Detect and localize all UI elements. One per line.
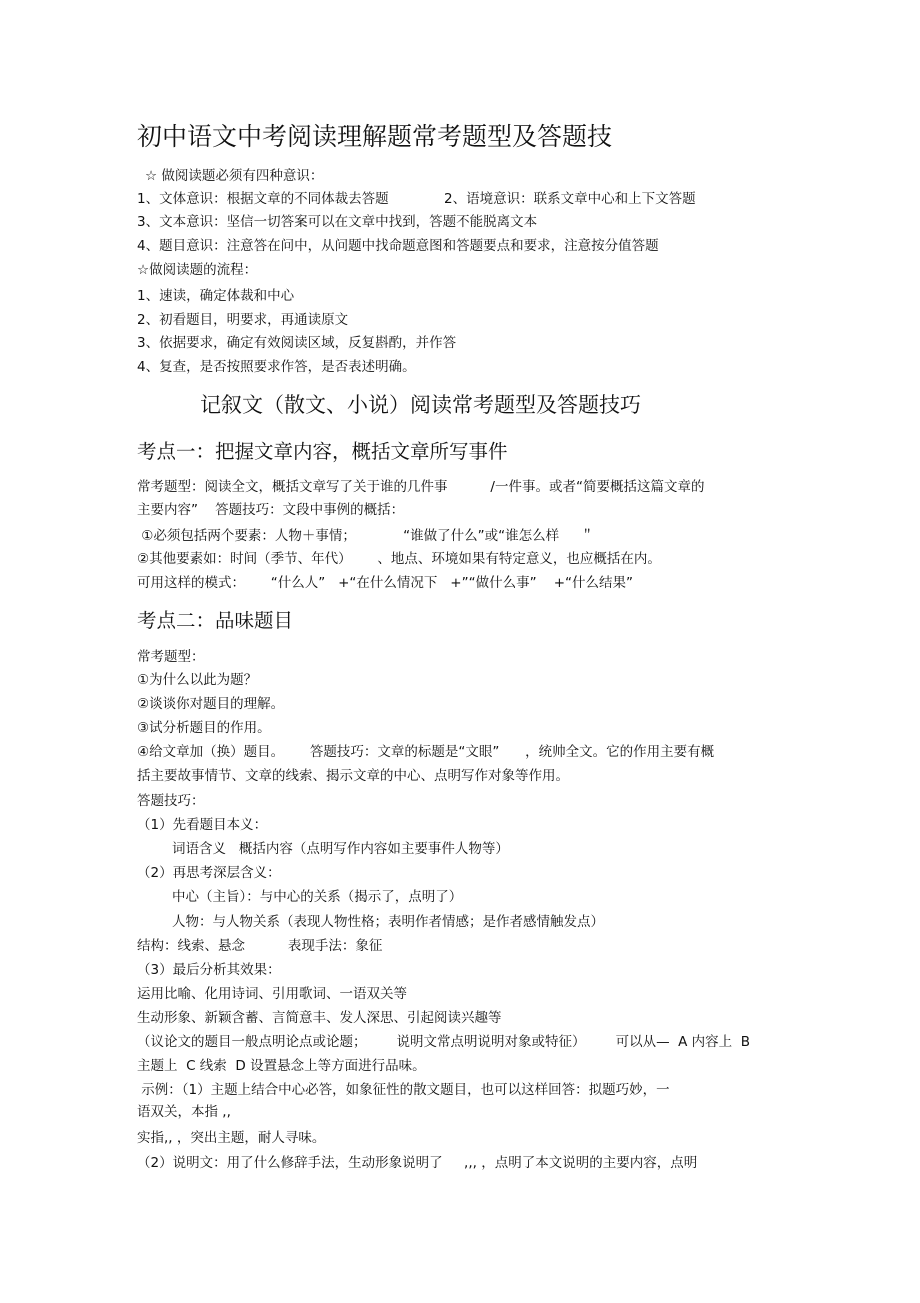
point2-line: （2）再思考深层含义： xyxy=(137,865,281,881)
point2-line: 人物：与人物关系（表现人物性格；表明作者情感；是作者感情触发点） xyxy=(172,914,604,930)
awareness-heading: ☆ 做阅读题必须有四种意识： xyxy=(145,168,324,184)
process-item: 2、初看题目，明要求，再通读原文 xyxy=(137,312,349,328)
point2-line: 答题技巧： xyxy=(137,793,205,809)
point1-heading: 考点一：把握文章内容，概括文章所写事件 xyxy=(137,440,508,463)
point2-heading: 考点二：品味题目 xyxy=(137,609,294,632)
point2-line: ②谈谈你对题目的理解。 xyxy=(137,696,285,712)
point1-line: ②其他要素如：时间（季节、年代） 、地点、环境如果有特定意义，也应概括在内。 xyxy=(137,551,661,567)
point2-line: ①为什么以此为题？ xyxy=(137,672,258,688)
point2-line: （1）先看题目本义： xyxy=(137,817,268,833)
point2-line: 词语含义 概括内容（点明写作内容如主要事件人物等） xyxy=(172,841,509,857)
point2-line: 括主要故事情节、文章的线索、揭示文章的中心、点明写作对象等作用。 xyxy=(137,768,569,784)
awareness-item: 3、文本意识：坚信一切答案可以在文章中找到，答题不能脱离文本 xyxy=(137,214,538,230)
point2-line: 语双关，本指 ,, xyxy=(137,1104,231,1120)
point2-line: 生动形象、新颖含蓄、言简意丰、发人深思、引起阅读兴趣等 xyxy=(137,1010,502,1026)
section-heading: 记叙文（散文、小说）阅读常考题型及答题技巧 xyxy=(200,393,641,417)
point1-line: 可用这样的模式： “什么人” +“在什么情况下 +”“做什么事” +“什么结果” xyxy=(137,575,634,591)
process-item: 3、依据要求，确定有效阅读区域，反复斟酌，并作答 xyxy=(137,335,457,351)
point2-line: （3）最后分析其效果： xyxy=(137,962,281,978)
process-heading: ☆做阅读题的流程： xyxy=(137,262,258,278)
point2-line: ④给文章加（换）题目。 答题技巧：文章的标题是“文眼” ，统帅全文。它的作用主要有概 xyxy=(137,744,715,760)
process-item: 1、速读，确定体裁和中心 xyxy=(137,288,295,304)
point2-line: 实指,, ，突出主题，耐人寻味。 xyxy=(137,1130,326,1146)
point2-line: （2）说明文：用了什么修辞手法，生动形象说明了 ,,, ，点明了本文说明的主要内容，点明 xyxy=(137,1155,698,1171)
point1-line: 常考题型：阅读全文，概括文章写了关于谁的几件事 /一件事。或者“简要概括这篇文章的 xyxy=(137,479,705,495)
document-title: 初中语文中考阅读理解题常考题型及答题技 xyxy=(137,122,613,151)
point2-line: 主题上 C 线索 D 设置悬念上等方面进行品味。 xyxy=(137,1058,426,1074)
awareness-item: 4、题目意识：注意答在问中，从问题中找命题意图和答题要点和要求，注意按分值答题 xyxy=(137,238,659,254)
point2-line: 运用比喻、化用诗词、引用歌词、一语双关等 xyxy=(137,986,407,1002)
point2-line: （议论文的题目一般点明论点或论题； 说明文常点明说明对象或特征） 可以从— A 内容上 B xyxy=(137,1034,751,1050)
point1-line: ①必须包括两个要素：人物＋事情； “谁做了什么”或“谁怎么样 ＂ xyxy=(137,528,595,544)
awareness-item: 2、语境意识：联系文章中心和上下文答题 xyxy=(444,191,696,207)
point1-line: 主要内容” 答题技巧：文段中事例的概括： xyxy=(137,502,405,518)
point2-line: 常考题型： xyxy=(137,649,205,665)
point2-line: ③试分析题目的作用。 xyxy=(137,720,271,736)
point2-line: 结构：线索、悬念 表现手法：象征 xyxy=(137,938,383,954)
awareness-item: 1、文体意识：根据文章的不同体裁去答题 xyxy=(137,191,389,207)
process-item: 4、复查，是否按照要求作答，是否表述明确。 xyxy=(137,359,416,375)
point2-line: 中心（主旨）：与中心的关系（揭示了，点明了） xyxy=(172,889,463,905)
point2-line: 示例：（1）主题上结合中心必答，如象征性的散文题目，也可以这样回答：拟题巧妙，一 xyxy=(137,1082,670,1098)
